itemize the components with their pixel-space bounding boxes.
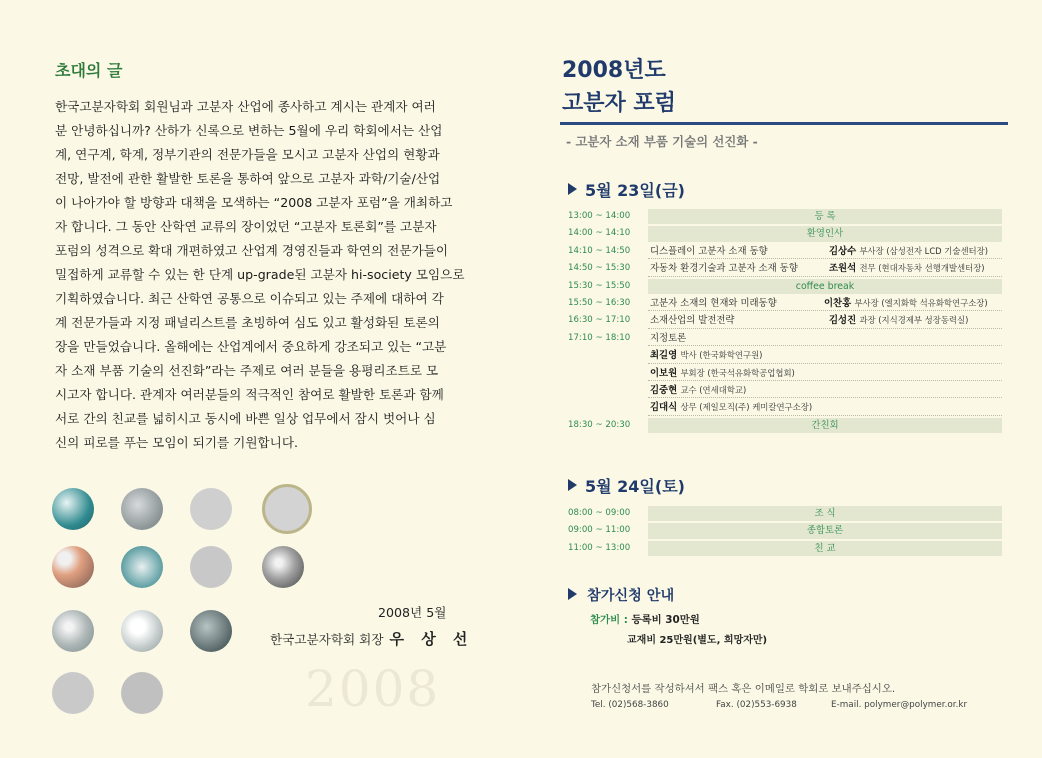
schedule-row: [568, 505, 1002, 522]
panelist: [650, 366, 795, 381]
speaker-affiliation: 과장 (지식경제부 성장동력실): [859, 315, 969, 326]
talk-topic: 디스플레이 고분자 소재 동향: [650, 245, 768, 257]
signature-title: 한국고분자학회 회장: [270, 632, 384, 647]
speaker: [824, 296, 988, 311]
schedule-band: 친 교: [648, 541, 1002, 556]
circle-image: [121, 610, 163, 652]
forum-year-title: 2008년도: [562, 58, 666, 83]
triangle-bullet-icon: [568, 479, 577, 491]
schedule-content: [648, 331, 1002, 346]
letter-signature: [270, 628, 473, 649]
circle-image: [262, 484, 312, 534]
schedule-row: [568, 278, 1002, 295]
invitation-letter: [55, 95, 467, 455]
forum-subtitle: - 고분자 소재 부품 기술의 선진화 -: [566, 134, 758, 149]
panelist: [650, 348, 762, 363]
letter-line: 포럼의 성격으로 확대 개편하였고 산업계 경영진들과 학연의 전문가들이: [55, 243, 448, 258]
circle-image: [190, 546, 232, 588]
schedule-row: [568, 225, 1002, 242]
title-divider: [560, 122, 1008, 125]
schedule-band: 간친회: [648, 418, 1002, 433]
dotted-divider: [648, 415, 1002, 416]
letter-line: 한국고분자학회 회원님과 고분자 산업에 종사하고 계시는 관계자 여러: [55, 99, 436, 114]
schedule-row: [568, 417, 1002, 434]
panelist-affiliation: 교수 (연세대학교): [680, 384, 747, 395]
panelist-affiliation: 부회장 (한국석유화학공업협회): [680, 367, 795, 378]
invitation-title: 초대의 글: [55, 61, 123, 80]
letter-line: 계, 연구계, 학계, 정부기관의 전문가들을 모시고 고분자 산업의 현황과: [55, 147, 440, 162]
circle-image: [52, 672, 94, 714]
speaker-name: 김상수: [829, 245, 857, 257]
letter-line: 기획하였습니다. 최근 산학연 공통으로 이슈되고 있는 주제에 대하여 각: [55, 291, 444, 306]
circle-image: [190, 610, 232, 652]
schedule-content: [648, 296, 1002, 311]
speaker-name: 이찬홍: [824, 297, 852, 309]
speaker-name: 김성진: [829, 315, 857, 327]
schedule-row: [568, 399, 1002, 416]
dotted-divider: [648, 328, 1002, 329]
schedule-row: [568, 208, 1002, 225]
letter-line: 밀접하게 교류할 수 있는 한 단계 up-grade된 고분자 hi-society 모임으로: [55, 267, 465, 282]
signature-name: 우 상 선: [389, 630, 474, 648]
contact-tel: Tel. (02)568-3860: [591, 700, 669, 710]
schedule-row: [568, 260, 1002, 277]
forum-title: 고분자 포럼: [562, 91, 676, 116]
contact-email[interactable]: E-mail. polymer@polymer.or.kr: [831, 700, 968, 710]
schedule-content: [648, 313, 1002, 328]
speaker: [829, 261, 985, 276]
panelist: [650, 400, 812, 415]
dotted-divider: [648, 276, 1002, 277]
schedule-time: 13:00 ~ 14:00: [568, 211, 631, 221]
letter-date: 2008년 5월: [378, 605, 447, 620]
panelist-affiliation: 상무 (제일모직(주) 케미칼연구소장): [680, 402, 813, 413]
contact-fax: Fax. (02)553-6938: [716, 700, 797, 710]
letter-line: 전망, 발전에 관한 활발한 토론을 통하여 앞으로 고분자 과학/기술/산업: [55, 171, 441, 186]
watermark-year: 2008: [305, 660, 441, 718]
schedule-time: 16:30 ~ 17:10: [568, 315, 631, 326]
schedule-content: [648, 383, 1002, 398]
panelist-name: 이보원: [650, 367, 678, 379]
material-fee: 교재비 25만원(별도, 희망자만): [627, 635, 768, 646]
schedule-band: coffee break: [648, 279, 1002, 294]
day1-schedule: [568, 208, 1002, 434]
schedule-row: [568, 522, 1002, 539]
speaker-affiliation: 부사장 (엘지화학 석유화학연구소장): [854, 297, 988, 308]
speaker-affiliation: 전무 (현대자동차 선행개발센터장): [859, 263, 985, 274]
schedule-time: 14:00 ~ 14:10: [568, 228, 631, 239]
schedule-content: [648, 261, 1002, 276]
circle-image: [121, 546, 163, 588]
circle-image: [52, 546, 94, 588]
schedule-time: 14:50 ~ 15:30: [568, 263, 631, 274]
letter-line: 자 소재 부품 기술의 선진화”라는 주제로 여러 분들을 용평리조트로 모: [55, 363, 439, 378]
panelist-affiliation: 박사 (한국화학연구원): [680, 350, 763, 361]
panelist-name: 김중현: [650, 384, 678, 396]
letter-line: 분 안녕하십니까? 산하가 신록으로 변하는 5월에 우리 학회에서는 산업: [55, 123, 443, 138]
schedule-content: [648, 366, 1002, 381]
schedule-content: [648, 244, 1002, 259]
schedule-content: [648, 400, 1002, 415]
schedule-time: 18:30 ~ 20:30: [568, 419, 631, 430]
dotted-divider: [648, 397, 1002, 398]
letter-line: 서로 간의 친교를 넓히시고 동시에 바쁜 일상 업무에서 잠시 벗어나 심: [55, 411, 436, 426]
dotted-divider: [648, 258, 1002, 259]
schedule-content: [648, 348, 1002, 363]
talk-topic: 지정토론: [650, 332, 687, 344]
schedule-time: 14:10 ~ 14:50: [568, 245, 631, 256]
schedule-row: [568, 365, 1002, 382]
registration-fee: 등록비 30만원: [631, 614, 700, 626]
schedule-band: 환영인사: [648, 226, 1002, 241]
day1-heading-text: 5월 23일(금): [585, 181, 685, 200]
schedule-time: 17:10 ~ 18:10: [568, 332, 631, 343]
letter-line: 계 전문가들과 지정 패널리스트를 초빙하여 심도 있고 활성화된 토론의: [55, 315, 440, 330]
schedule-time: 08:00 ~ 09:00: [568, 508, 631, 518]
dotted-divider: [648, 380, 1002, 381]
day2-schedule: [568, 505, 1002, 557]
letter-line: 신의 피로를 푸는 모임이 되기를 기원합니다.: [55, 435, 298, 450]
triangle-bullet-icon: [568, 183, 577, 195]
registration-fee-line: [590, 611, 700, 626]
circle-image: [121, 672, 163, 714]
speaker: [829, 313, 968, 328]
letter-line: 시고자 합니다. 관계자 여러분들의 적극적인 참여로 활발한 토론과 함께: [55, 387, 444, 402]
letter-line: 이 나아가야 할 방향과 대책을 모색하는 “2008 고분자 포럼”을 개최하고: [55, 195, 453, 210]
day2-heading-text: 5월 24일(토): [585, 477, 685, 496]
schedule-time: 11:00 ~ 13:00: [568, 542, 631, 553]
circle-image: [121, 488, 163, 530]
schedule-row: [568, 330, 1002, 347]
day2-heading: [568, 474, 685, 497]
dotted-divider: [648, 345, 1002, 346]
schedule-band: 조 식: [648, 506, 1002, 521]
dotted-divider: [648, 310, 1002, 311]
circle-image: [190, 488, 232, 530]
schedule-row: [568, 347, 1002, 364]
schedule-row: [568, 295, 1002, 312]
circle-image: [262, 546, 304, 588]
speaker-affiliation: 부사장 (삼성전자 LCD 기술센터장): [859, 245, 989, 256]
registration-heading-text: 참가신청 안내: [587, 588, 675, 604]
schedule-time: 15:50 ~ 16:30: [568, 297, 631, 308]
schedule-row: [568, 243, 1002, 260]
talk-topic: 소재산업의 발전전략: [650, 315, 735, 327]
schedule-row: [568, 312, 1002, 329]
registration-heading: [568, 585, 674, 605]
panelist-name: 김대식: [650, 402, 678, 414]
talk-topic: 고분자 소재의 현재와 미래동향: [650, 297, 777, 309]
schedule-time: 09:00 ~ 11:00: [568, 525, 631, 536]
fee-label: 참가비 :: [590, 614, 628, 626]
speaker-name: 조원석: [829, 263, 857, 275]
day1-heading: [568, 178, 685, 201]
schedule-band: 종합토론: [648, 523, 1002, 538]
dotted-divider: [648, 363, 1002, 364]
talk-topic: 자동차 환경기술과 고분자 소재 동향: [650, 263, 798, 275]
panelist: [650, 383, 746, 398]
schedule-row: [568, 382, 1002, 399]
letter-line: 장을 만들었습니다. 올해에는 산업계에서 중요하게 강조되고 있는 “고분: [55, 339, 447, 354]
schedule-band: 등 록: [648, 209, 1002, 224]
registration-note: 참가신청서를 작성하셔서 팩스 혹은 이메일로 학회로 보내주십시오.: [591, 683, 896, 695]
circle-image: [52, 488, 94, 530]
letter-line: 자 합니다. 그 동안 산학연 교류의 장이었던 “고분자 토론회”를 고분자: [55, 219, 437, 234]
panelist-name: 최길영: [650, 350, 678, 362]
schedule-row: [568, 540, 1002, 557]
circle-image: [52, 610, 94, 652]
speaker: [829, 244, 988, 259]
schedule-time: 15:30 ~ 15:50: [568, 280, 631, 291]
triangle-bullet-icon: [568, 588, 577, 600]
